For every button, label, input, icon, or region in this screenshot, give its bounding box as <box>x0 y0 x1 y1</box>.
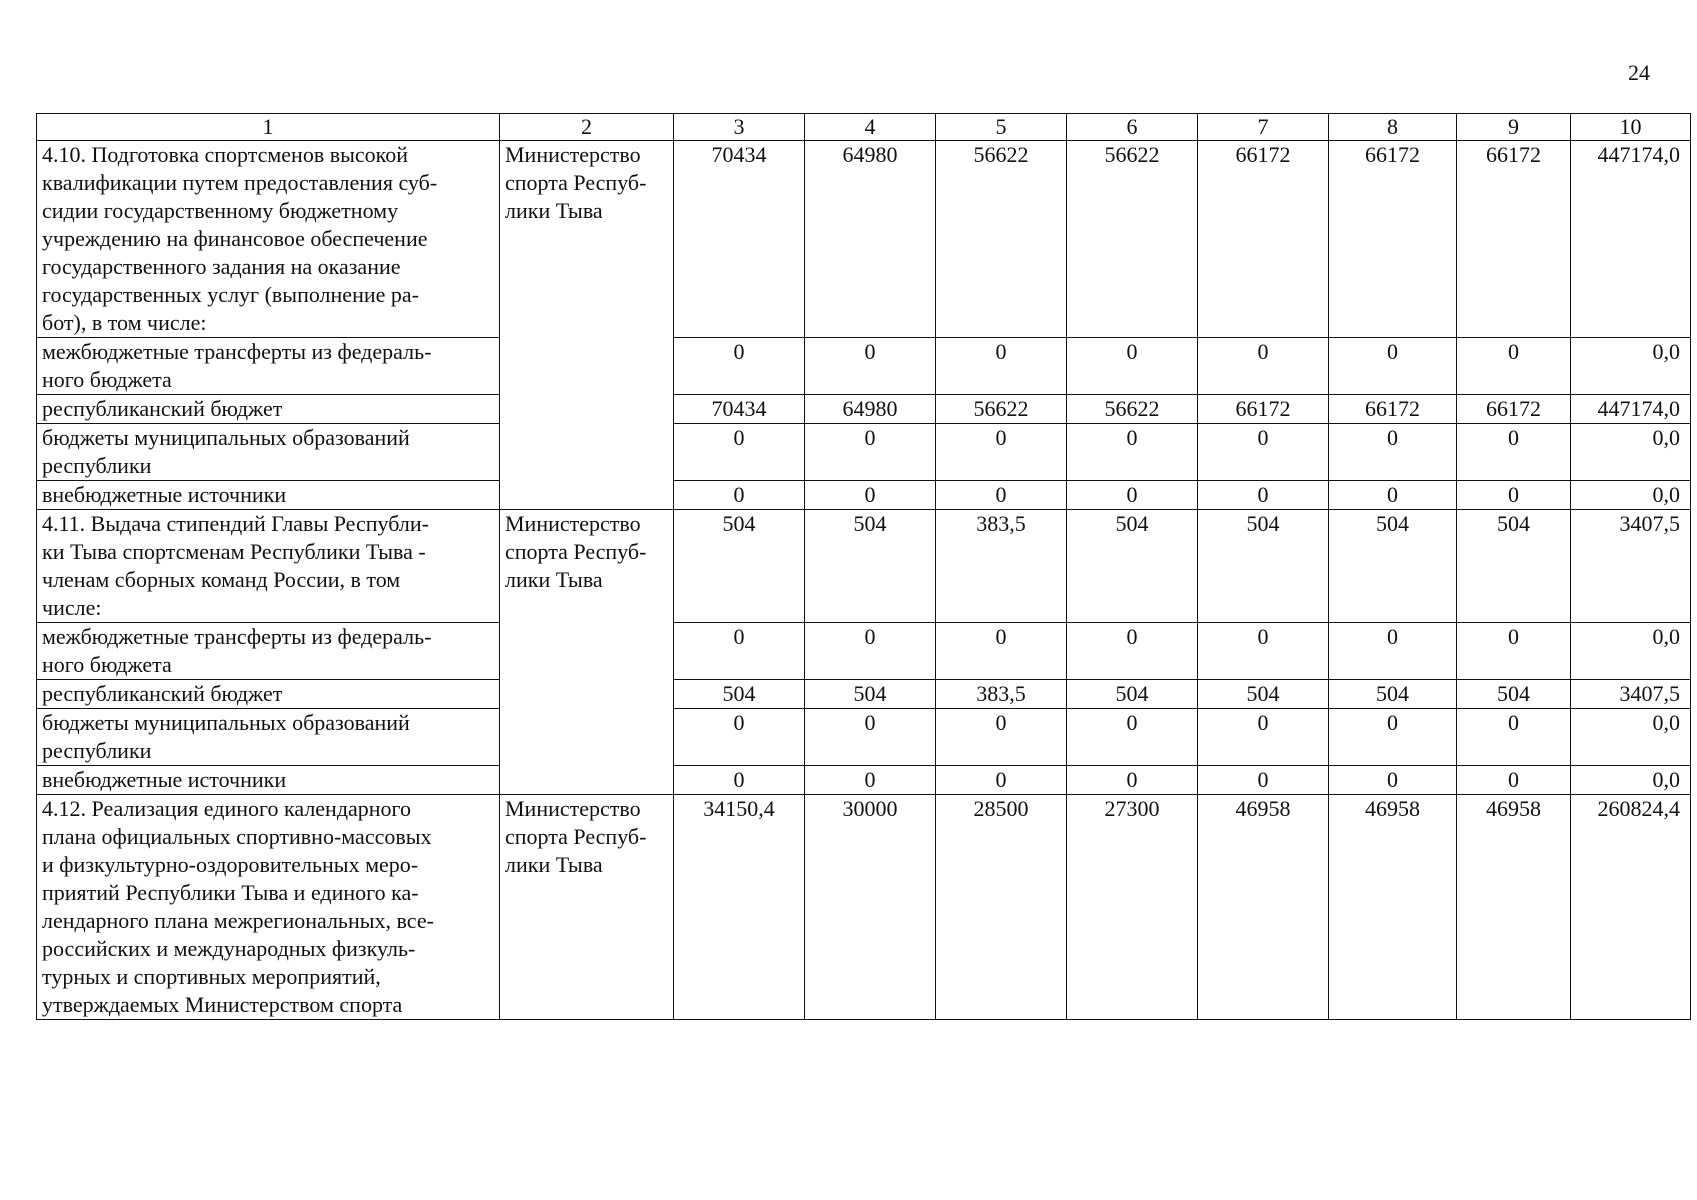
text-line: республиканский бюджет <box>42 681 283 706</box>
value-cell: 66172 <box>1329 141 1457 338</box>
text-line: бот), в том числе: <box>42 310 207 335</box>
value-cell: 504 <box>674 680 805 709</box>
section-row <box>37 141 1691 338</box>
text-line: приятий Республики Тыва и единого ка- <box>42 880 419 905</box>
value-cell: 0 <box>674 338 805 395</box>
column-number: 6 <box>1067 114 1198 141</box>
value-cell: 0 <box>1457 709 1571 766</box>
value-cell: 0 <box>936 338 1067 395</box>
value-cell: 3407,5 <box>1571 510 1691 623</box>
value-cell: 27300 <box>1067 795 1198 1020</box>
text-line: сидии государственному бюджетному <box>42 198 399 223</box>
value-cell: 0,0 <box>1571 766 1691 795</box>
column-number: 9 <box>1457 114 1571 141</box>
value-cell: 0,0 <box>1571 709 1691 766</box>
text-line: российских и международных физкуль- <box>42 936 416 961</box>
value-cell: 0 <box>1329 709 1457 766</box>
value-cell: 70434 <box>674 141 805 338</box>
value-cell: 0 <box>1457 338 1571 395</box>
text-line: турных и спортивных мероприятий, <box>42 964 381 989</box>
value-cell: 46958 <box>1329 795 1457 1020</box>
value-cell: 504 <box>1198 510 1329 623</box>
responsible-executor <box>500 795 674 1020</box>
value-cell: 0 <box>674 424 805 481</box>
text-line: числе: <box>42 595 102 620</box>
funding-source-row <box>37 338 1691 395</box>
text-line: государственных услуг (выполнение ра- <box>42 282 419 307</box>
value-cell: 0 <box>936 424 1067 481</box>
funding-source-label <box>37 709 500 766</box>
value-cell: 0 <box>1067 481 1198 510</box>
value-cell: 0 <box>805 766 936 795</box>
header-row <box>37 114 1691 141</box>
text-line: республиканский бюджет <box>42 396 283 421</box>
text-line: учреждению на финансовое обеспечение <box>42 226 428 251</box>
value-cell: 30000 <box>805 795 936 1020</box>
value-cell: 0 <box>936 709 1067 766</box>
value-cell: 260824,4 <box>1571 795 1691 1020</box>
text-line: ки Тыва спортсменам Республики Тыва - <box>42 539 426 564</box>
value-cell: 0 <box>805 338 936 395</box>
value-cell: 0,0 <box>1571 481 1691 510</box>
text-line: ного бюджета <box>42 367 172 392</box>
value-cell: 504 <box>805 680 936 709</box>
value-cell: 66172 <box>1198 141 1329 338</box>
column-number: 4 <box>805 114 936 141</box>
text-line: внебюджетные источники <box>42 767 287 792</box>
text-line: спорта Респуб- <box>505 824 647 849</box>
value-cell: 504 <box>1329 510 1457 623</box>
value-cell: 0 <box>1457 766 1571 795</box>
responsible-executor <box>500 510 674 795</box>
value-cell: 46958 <box>1457 795 1571 1020</box>
text-line: утверждаемых Министерством спорта <box>42 992 403 1017</box>
text-line: республики <box>42 453 152 478</box>
value-cell: 0 <box>674 766 805 795</box>
value-cell: 0 <box>1198 338 1329 395</box>
text-line: лики Тыва <box>505 567 603 592</box>
funding-source-label <box>37 338 500 395</box>
value-cell: 447174,0 <box>1571 141 1691 338</box>
value-cell: 0 <box>674 709 805 766</box>
value-cell: 0 <box>1198 481 1329 510</box>
value-cell: 0 <box>936 623 1067 680</box>
funding-source-row <box>37 766 1691 795</box>
value-cell: 383,5 <box>936 510 1067 623</box>
value-cell: 504 <box>1457 510 1571 623</box>
text-line: Министерство <box>505 142 641 167</box>
value-cell: 56622 <box>1067 141 1198 338</box>
value-cell: 504 <box>1329 680 1457 709</box>
funding-source-label <box>37 623 500 680</box>
text-line: спорта Респуб- <box>505 539 647 564</box>
text-line: квалификации путем предоставления суб- <box>42 170 438 195</box>
value-cell: 56622 <box>936 141 1067 338</box>
value-cell: 0 <box>674 623 805 680</box>
text-line: Министерство <box>505 796 641 821</box>
text-line: лики Тыва <box>505 852 603 877</box>
column-number: 7 <box>1198 114 1329 141</box>
value-cell: 0 <box>1067 709 1198 766</box>
text-line: межбюджетные трансферты из федераль- <box>42 339 432 364</box>
column-number: 10 <box>1571 114 1691 141</box>
value-cell: 0 <box>1329 481 1457 510</box>
value-cell: 0 <box>1198 709 1329 766</box>
value-cell: 504 <box>1067 680 1198 709</box>
value-cell: 0 <box>1198 424 1329 481</box>
value-cell: 504 <box>805 510 936 623</box>
value-cell: 0 <box>1198 623 1329 680</box>
value-cell: 447174,0 <box>1571 395 1691 424</box>
value-cell: 66172 <box>1198 395 1329 424</box>
text-line: государственного задания на оказание <box>42 254 401 279</box>
text-line: ного бюджета <box>42 652 172 677</box>
value-cell: 0 <box>1329 338 1457 395</box>
value-cell: 0 <box>1329 623 1457 680</box>
column-number: 2 <box>500 114 674 141</box>
value-cell: 56622 <box>936 395 1067 424</box>
text-line: межбюджетные трансферты из федераль- <box>42 624 432 649</box>
funding-source-row <box>37 623 1691 680</box>
text-line: Министерство <box>505 511 641 536</box>
budget-table <box>36 113 1691 1020</box>
funding-source-row <box>37 395 1691 424</box>
value-cell: 0 <box>805 481 936 510</box>
text-line: республики <box>42 738 152 763</box>
value-cell: 0 <box>1067 623 1198 680</box>
text-line: 4.11. Выдача стипендий Главы Республи- <box>42 511 429 536</box>
value-cell: 0 <box>1067 766 1198 795</box>
text-line: внебюджетные источники <box>42 482 287 507</box>
funding-source-label <box>37 766 500 795</box>
value-cell: 0 <box>805 709 936 766</box>
value-cell: 0 <box>936 481 1067 510</box>
value-cell: 0 <box>1457 623 1571 680</box>
funding-source-label <box>37 395 500 424</box>
value-cell: 66172 <box>1457 395 1571 424</box>
column-number: 5 <box>936 114 1067 141</box>
value-cell: 0 <box>1329 766 1457 795</box>
value-cell: 504 <box>1457 680 1571 709</box>
funding-source-label <box>37 680 500 709</box>
funding-source-label <box>37 424 500 481</box>
value-cell: 504 <box>1198 680 1329 709</box>
column-number: 3 <box>674 114 805 141</box>
value-cell: 0,0 <box>1571 623 1691 680</box>
value-cell: 0 <box>1198 766 1329 795</box>
value-cell: 66172 <box>1457 141 1571 338</box>
value-cell: 46958 <box>1198 795 1329 1020</box>
column-number: 1 <box>37 114 500 141</box>
text-line: спорта Респуб- <box>505 170 647 195</box>
value-cell: 0,0 <box>1571 338 1691 395</box>
value-cell: 0,0 <box>1571 424 1691 481</box>
funding-source-label <box>37 481 500 510</box>
value-cell: 0 <box>1067 338 1198 395</box>
section-title <box>37 510 500 623</box>
value-cell: 3407,5 <box>1571 680 1691 709</box>
value-cell: 0 <box>1067 424 1198 481</box>
page-number: 24 <box>1628 60 1650 85</box>
value-cell: 66172 <box>1329 395 1457 424</box>
value-cell: 383,5 <box>936 680 1067 709</box>
text-line: лендарного плана межрегиональных, все- <box>42 908 434 933</box>
value-cell: 504 <box>674 510 805 623</box>
section-title <box>37 795 500 1020</box>
funding-source-row <box>37 709 1691 766</box>
text-line: бюджеты муниципальных образований <box>42 710 410 735</box>
value-cell: 0 <box>674 481 805 510</box>
text-line: плана официальных спортивно-массовых <box>42 824 432 849</box>
text-line: лики Тыва <box>505 198 603 223</box>
value-cell: 0 <box>936 766 1067 795</box>
value-cell: 0 <box>805 623 936 680</box>
column-number: 8 <box>1329 114 1457 141</box>
text-line: 4.10. Подготовка спортсменов высокой <box>42 142 408 167</box>
section-row <box>37 795 1691 1020</box>
text-line: членам сборных команд России, в том <box>42 567 401 592</box>
value-cell: 28500 <box>936 795 1067 1020</box>
funding-source-row <box>37 680 1691 709</box>
funding-source-row <box>37 481 1691 510</box>
value-cell: 0 <box>1457 424 1571 481</box>
responsible-executor <box>500 141 674 510</box>
value-cell: 70434 <box>674 395 805 424</box>
funding-source-row <box>37 424 1691 481</box>
text-line: 4.12. Реализация единого календарного <box>42 796 412 821</box>
value-cell: 34150,4 <box>674 795 805 1020</box>
text-line: бюджеты муниципальных образований <box>42 425 410 450</box>
value-cell: 56622 <box>1067 395 1198 424</box>
text-line: и физкультурно-оздоровительных меро- <box>42 852 419 877</box>
value-cell: 64980 <box>805 141 936 338</box>
section-row <box>37 510 1691 623</box>
value-cell: 504 <box>1067 510 1198 623</box>
section-title <box>37 141 500 338</box>
value-cell: 0 <box>805 424 936 481</box>
value-cell: 0 <box>1457 481 1571 510</box>
value-cell: 64980 <box>805 395 936 424</box>
value-cell: 0 <box>1329 424 1457 481</box>
